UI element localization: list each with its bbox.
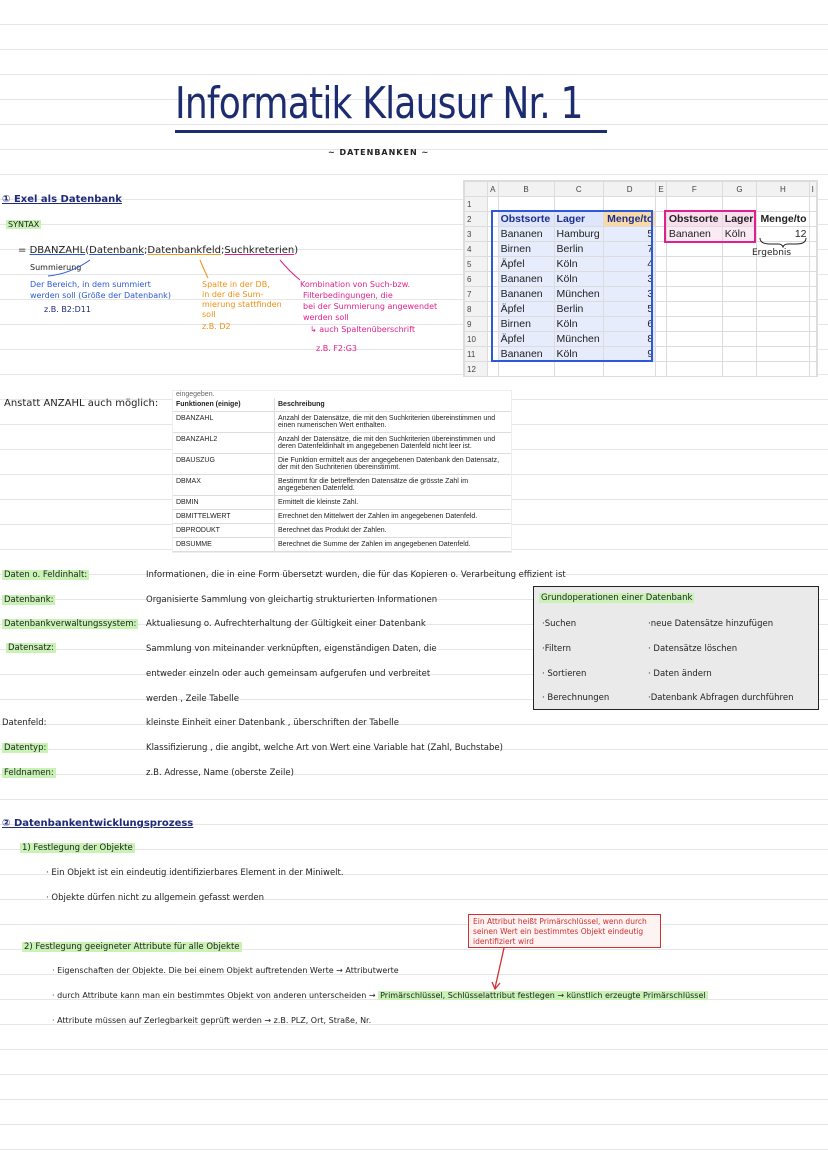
sheet-cell xyxy=(666,362,722,377)
sheet-cell xyxy=(757,287,809,302)
col-header: H xyxy=(757,182,809,197)
sheet-cell: 3 xyxy=(465,227,488,242)
summierung-note: Summierung xyxy=(30,263,82,272)
sheet-cell xyxy=(666,287,722,302)
bullet-attribut-1: · Eigenschaften der Objekte. Die bei einem Objekt auftretenden Werte → Attributwerte xyxy=(52,966,399,975)
note-crit-line1: Kombination von Such-bzw. xyxy=(300,280,411,289)
sheet-cell xyxy=(554,362,603,377)
def-label-daten: Daten o. Feldinhalt: xyxy=(4,570,88,580)
sheet-cell: 11 xyxy=(465,347,488,362)
def-text-datenbank: Organisierte Sammlung von gleichartig strukturierten Informationen xyxy=(146,595,438,605)
def-text-daten: Informationen, die in eine Form übersetzt wurden, die für das Kopieren o. Verarbeitung effizient ist xyxy=(146,570,566,580)
sheet-cell: Äpfel xyxy=(498,257,554,272)
sheet-cell: Köln xyxy=(554,272,603,287)
sheet-cell: 6 xyxy=(603,317,655,332)
function-row xyxy=(173,510,511,524)
sheet-cell xyxy=(809,227,816,242)
col-header: F xyxy=(666,182,722,197)
sheet-cell xyxy=(722,302,756,317)
sheet-cell xyxy=(498,362,554,377)
function-name: DBANZAHL2 xyxy=(173,433,275,454)
sheet-cell: München xyxy=(554,332,603,347)
sheet-cell: Bananen xyxy=(498,347,554,362)
sheet-cell xyxy=(809,302,816,317)
note-db-line2: werden soll (Größe der Datenbank) xyxy=(30,291,171,300)
syntax-label: SYNTAX xyxy=(8,220,40,229)
sheet-cell xyxy=(809,257,816,272)
op-item: ·neue Datensätze hinzufügen xyxy=(648,619,774,629)
function-name: DBANZAHL xyxy=(173,412,275,433)
sheet-cell xyxy=(809,317,816,332)
sheet-cell: Obstsorte xyxy=(666,212,722,227)
sheet-cell: 9 xyxy=(465,317,488,332)
function-name: DBMAX xyxy=(173,475,275,496)
sheet-cell xyxy=(757,332,809,347)
formula-function: DBANZAHL xyxy=(29,245,86,256)
function-description: Bestimmt für die betreffenden Datensätze die grösste Zahl im angegebenen Datenfeld. xyxy=(275,475,512,496)
sheet-cell: Köln xyxy=(554,257,603,272)
primaerschluessel-note: Ein Attribut heißt Primärschlüssel, wenn durch seinen Wert ein bestimmtes Objekt eindeutig identifiziert wird xyxy=(468,914,661,948)
spreadsheet xyxy=(463,180,818,377)
formula-arg-datenbankfeld: Datenbankfeld xyxy=(147,245,222,256)
sheet-cell xyxy=(757,257,809,272)
sheet-cell: Menge/to xyxy=(603,212,655,227)
function-row xyxy=(173,524,511,538)
sheet-cell xyxy=(488,362,499,377)
sheet-cell xyxy=(656,287,667,302)
sheet-cell xyxy=(722,287,756,302)
def-label-datentyp: Datentyp: xyxy=(4,743,47,753)
sheet-cell: 9 xyxy=(603,347,655,362)
sheet-cell: 12 xyxy=(757,227,809,242)
sheet-cell: 4 xyxy=(603,257,655,272)
function-description: Anzahl der Datensätze, die mit den Suchkriterien übereinstimmen und deren Datenfeldinhalt im angegebenen Datenfeld nicht leer ist. xyxy=(275,433,512,454)
sub-heading-objekte: 1) Festlegung der Objekte xyxy=(22,843,133,853)
sheet-cell: Köln xyxy=(554,347,603,362)
page-title: Informatik Klausur Nr. 1 xyxy=(175,78,583,129)
def-text-datenfeld: kleinste Einheit einer Datenbank , überschriften der Tabelle xyxy=(146,718,399,728)
function-name: DBSUMME xyxy=(173,538,275,552)
sheet-cell: Lager xyxy=(722,212,756,227)
sheet-cell xyxy=(666,332,722,347)
sheet-cell xyxy=(656,257,667,272)
page-subtitle: ~ DATENBANKEN ~ xyxy=(328,148,430,157)
criteria-range-highlight xyxy=(664,210,756,243)
def-text-datentyp: Klassifizierung , die angibt, welche Art von Wert eine Variable hat (Zahl, Buchstabe) xyxy=(146,743,503,753)
col-header: A xyxy=(488,182,499,197)
sheet-cell xyxy=(757,347,809,362)
sheet-cell xyxy=(656,302,667,317)
sheet-cell xyxy=(656,362,667,377)
sheet-cell: Berlin xyxy=(554,302,603,317)
sheet-cell xyxy=(656,347,667,362)
sheet-cell: Köln xyxy=(722,227,756,242)
bullet-attribut-2: · durch Attribute kann man ein bestimmtes Objekt von anderen unterscheiden → Primärschlüssel, Schlüsselattribut festlegen → künstlich erzeugte Primärschlüssel xyxy=(52,991,706,1000)
sheet-cell: Bananen xyxy=(498,272,554,287)
op-item: ·Suchen xyxy=(542,619,577,629)
note-field-line4: soll xyxy=(202,310,216,319)
col-header: B xyxy=(498,182,554,197)
sheet-cell xyxy=(809,197,816,212)
function-name: DBMIN xyxy=(173,496,275,510)
sheet-cell xyxy=(666,242,722,257)
function-table-header: Funktionen (einige) xyxy=(173,398,275,412)
sheet-cell: Bananen xyxy=(666,227,722,242)
grundoperationen-title: Grundoperationen einer Datenbank xyxy=(541,593,693,603)
sheet-cell xyxy=(666,317,722,332)
sheet-cell: 3 xyxy=(603,287,655,302)
sheet-cell xyxy=(809,287,816,302)
note-crit-line2: Filterbedingungen, die xyxy=(303,291,393,300)
function-name: DBAUSZUG xyxy=(173,454,275,475)
sheet-cell xyxy=(656,242,667,257)
sheet-cell xyxy=(757,302,809,317)
sheet-cell: Hamburg xyxy=(554,227,603,242)
function-table-header: Beschreibung xyxy=(275,398,512,412)
sheet-cell: 1 xyxy=(465,197,488,212)
sheet-cell: Obstsorte xyxy=(498,212,554,227)
sheet-cell xyxy=(666,347,722,362)
sheet-cell: Birnen xyxy=(498,242,554,257)
sheet-cell xyxy=(722,257,756,272)
note-crit-line4: werden soll xyxy=(303,313,349,322)
op-item: · Berechnungen xyxy=(542,693,610,703)
sheet-cell: 7 xyxy=(465,287,488,302)
function-description: Anzahl der Datensätze, die mit den Suchkriterien übereinstimmen und einen numerischen Wert enthalten. xyxy=(275,412,512,433)
function-description: Berechnet das Produkt der Zahlen. xyxy=(275,524,512,538)
sheet-cell xyxy=(666,302,722,317)
note-field-example: z.B. D2 xyxy=(202,322,231,331)
sheet-cell: Äpfel xyxy=(498,332,554,347)
bullet-attribut-3: · Attribute müssen auf Zerlegbarkeit geprüft werden → z.B. PLZ, Ort, Straße, Nr. xyxy=(52,1016,372,1025)
sheet-cell: Menge/to xyxy=(757,212,809,227)
sheet-cell xyxy=(809,242,816,257)
sheet-cell: 3 xyxy=(603,272,655,287)
sheet-cell xyxy=(722,332,756,347)
def-label-datenbank: Datenbank: xyxy=(4,595,54,605)
note-crit-example: z.B. F2:G3 xyxy=(316,344,357,353)
note-field-line3: mierung stattfinden xyxy=(202,300,282,309)
sheet-cell xyxy=(757,317,809,332)
function-description: Die Funktion ermittelt aus der angegebenen Datenbank den Datensatz, der mit den Suchriterien übereinstimmt. xyxy=(275,454,512,475)
function-description: Ermittelt die kleinste Zahl. xyxy=(275,496,512,510)
note-db-line1: Der Bereich, in dem summiert xyxy=(30,280,151,289)
note-db-example: z.B. B2:D11 xyxy=(44,305,91,314)
def-label-datenfeld: Datenfeld: xyxy=(2,718,47,728)
def-text-datensatz-1: Sammlung von miteinander verknüpften, eigenständigen Daten, die xyxy=(146,644,437,654)
annotation-arrows xyxy=(0,250,460,290)
formula-arg-datenbank: Datenbank xyxy=(89,245,144,256)
note-crit-line3: bei der Summierung angewendet xyxy=(303,302,438,311)
function-row xyxy=(173,412,511,433)
sheet-cell xyxy=(603,362,655,377)
col-header: D xyxy=(603,182,655,197)
database-range-highlight xyxy=(491,210,653,362)
op-item: ·Filtern xyxy=(542,644,571,654)
note-crit-line5: ↳ auch Spaltenüberschrift xyxy=(310,325,415,334)
sheet-cell: 5 xyxy=(603,302,655,317)
op-item: · Daten ändern xyxy=(648,669,712,679)
bullet-objekt-2: · Objekte dürfen nicht zu allgemein gefasst werden xyxy=(46,893,265,903)
def-text-datensatz-3: werden , Zeile Tabelle xyxy=(146,694,239,704)
sheet-cell xyxy=(722,317,756,332)
sheet-cell: 5 xyxy=(465,257,488,272)
sub-heading-attribute: 2) Festlegung geeigneter Attribute für alle Objekte xyxy=(24,942,240,952)
def-label-feldnamen: Feldnamen: xyxy=(4,768,54,778)
sheet-cell xyxy=(757,362,809,377)
def-text-dbms: Aktualiesung o. Aufrechterhaltung der Gültigkeit einer Datenbank xyxy=(146,619,426,629)
sheet-cell xyxy=(809,347,816,362)
sheet-cell: München xyxy=(554,287,603,302)
function-description: Berechnet die Summe der Zahlen im angegebenen Datenfeld. xyxy=(275,538,512,552)
sheet-row xyxy=(465,362,817,377)
sheet-cell xyxy=(809,332,816,347)
function-row xyxy=(173,433,511,454)
function-row xyxy=(173,475,511,496)
op-item: ·Datenbank Abfragen durchführen xyxy=(648,693,794,703)
op-item: · Datensätze löschen xyxy=(648,644,738,654)
col-header xyxy=(465,182,488,197)
anstatt-label: Anstatt ANZAHL auch möglich: xyxy=(4,398,159,409)
ergebnis-label: Ergebnis xyxy=(752,248,792,258)
bullet-objekt-1: · Ein Objekt ist ein eindeutig identifizierbares Element in der Miniwelt. xyxy=(46,868,344,878)
primaerschluessel-arrow xyxy=(490,946,510,992)
def-text-datensatz-2: entweder einzeln oder auch gemeinsam aufgerufen und verbreitet xyxy=(146,669,431,679)
sheet-cell: 2 xyxy=(465,212,488,227)
function-row xyxy=(173,538,511,552)
def-text-feldnamen: z.B. Adresse, Name (oberste Zeile) xyxy=(146,768,294,778)
function-row xyxy=(173,454,511,475)
op-item: · Sortieren xyxy=(542,669,587,679)
function-description: Errechnet den Mittelwert der Zahlen im angegebenen Datenfeld. xyxy=(275,510,512,524)
sheet-cell: Berlin xyxy=(554,242,603,257)
sheet-cell xyxy=(722,362,756,377)
formula-arg-suchkriterien: Suchkreterien xyxy=(224,245,295,256)
sheet-cell xyxy=(666,257,722,272)
sheet-cell xyxy=(809,212,816,227)
sheet-cell: Lager xyxy=(554,212,603,227)
function-name: DBPRODUKT xyxy=(173,524,275,538)
sheet-cell: Bananen xyxy=(498,227,554,242)
sheet-cell: 7 xyxy=(603,242,655,257)
sheet-cell: 6 xyxy=(465,272,488,287)
col-header: G xyxy=(722,182,756,197)
ergebnis-brace xyxy=(758,236,808,248)
col-header: C xyxy=(554,182,603,197)
sheet-cell: 5 xyxy=(603,227,655,242)
sheet-cell: Bananen xyxy=(498,287,554,302)
note-field-line2: in der die Sum- xyxy=(202,290,264,299)
col-header: E xyxy=(656,182,667,197)
col-header: I xyxy=(809,182,816,197)
sheet-cell xyxy=(757,197,809,212)
grundoperationen-box xyxy=(533,586,819,710)
sheet-cell: 8 xyxy=(465,302,488,317)
sheet-cell xyxy=(809,362,816,377)
title-underline xyxy=(175,130,607,133)
sheet-cell: 12 xyxy=(465,362,488,377)
function-name: DBMITTELWERT xyxy=(173,510,275,524)
sheet-cell xyxy=(722,347,756,362)
note-field-line1: Spalte in der DB, xyxy=(202,280,270,289)
def-label-dbms: Datenbankverwaltungssystem: xyxy=(4,619,137,629)
def-label-datensatz: Datensatz: xyxy=(8,643,54,653)
sheet-cell: Birnen xyxy=(498,317,554,332)
sheet-cell xyxy=(757,272,809,287)
sheet-cell: 10 xyxy=(465,332,488,347)
sheet-cell xyxy=(656,317,667,332)
sheet-cell xyxy=(722,272,756,287)
function-table-caption: eingegeben. xyxy=(176,391,215,398)
sheet-cell xyxy=(656,272,667,287)
formula-syntax: = DBANZAHL(Datenbank;Datenbankfeld;Suchkreterien) xyxy=(18,245,299,256)
sheet-cell: Äpfel xyxy=(498,302,554,317)
sheet-cell xyxy=(656,332,667,347)
sheet-cell xyxy=(809,272,816,287)
sheet-cell: 8 xyxy=(603,332,655,347)
function-row xyxy=(173,496,511,510)
function-table xyxy=(172,390,512,553)
sheet-cell: Köln xyxy=(554,317,603,332)
section-heading-entwicklung: ② Datenbankentwicklungsprozess xyxy=(2,818,194,829)
sheet-cell: 4 xyxy=(465,242,488,257)
sheet-cell xyxy=(666,272,722,287)
section-heading-excel: ① Exel als Datenbank xyxy=(2,194,122,205)
